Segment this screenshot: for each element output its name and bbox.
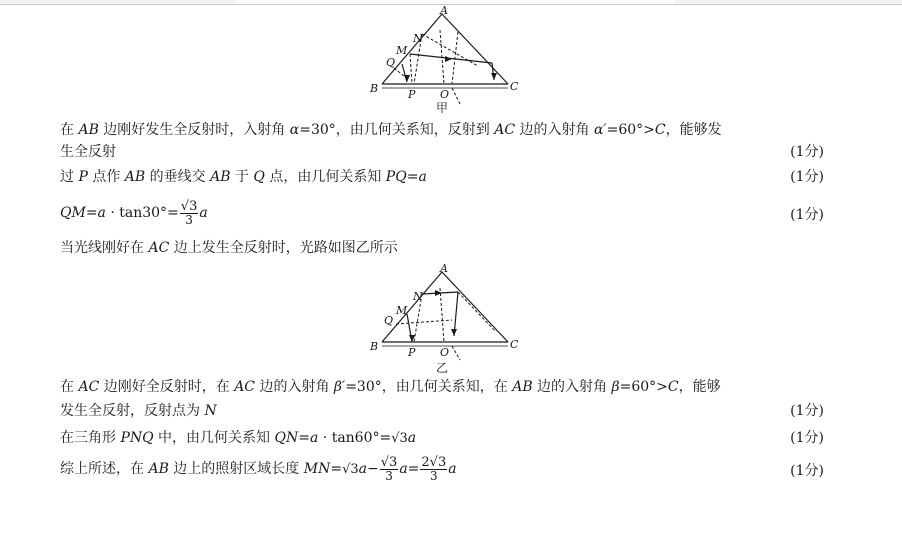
score-label: (1分) bbox=[790, 144, 824, 160]
fraction: $\frac{√3}{3}$ bbox=[380, 454, 398, 483]
dashed-line bbox=[440, 288, 444, 342]
label-n: N bbox=[413, 32, 423, 45]
label-m: M bbox=[396, 44, 408, 57]
fraction: $\frac{√3}{3}$ bbox=[180, 198, 198, 227]
dashed-line bbox=[458, 292, 496, 332]
label-a: A bbox=[440, 4, 448, 17]
score-label: (1分) bbox=[790, 403, 824, 419]
dashed-line bbox=[452, 346, 460, 360]
score-label: (1分) bbox=[790, 463, 824, 479]
figure-caption: 甲 bbox=[436, 101, 449, 115]
text-line: 在 AC 边刚好全反射时，在 AC 边的入射角 β′=30°，由几何关系知，在 AB 边的入射角 β=60°>C，能够 bbox=[60, 379, 721, 395]
arrow-head bbox=[445, 56, 452, 62]
text-line: 在三角形 PNQ 中，由几何关系知 QN=a · tan60°=√3a bbox=[60, 430, 417, 446]
text-line: 当光线刚好在 AC 边上发生全反射时，光路如图乙所示 bbox=[60, 240, 398, 256]
text-line: 综上所述，在 AB 边上的照射区域长度 MN=√3a− $\frac{√3}{3}$ a= $\frac{2√3}{3}$ a bbox=[60, 454, 457, 483]
score-label: (1分) bbox=[790, 430, 824, 446]
label-q: Q bbox=[386, 56, 396, 69]
arrow-head bbox=[451, 329, 457, 336]
label-p: P bbox=[408, 346, 416, 359]
label-p: P bbox=[408, 88, 416, 101]
dashed-line bbox=[410, 54, 412, 84]
text-line: 在 AB 边刚好发生全反射时，入射角 α=30°，由几何关系知，反射到 AC 边的入射角 α′=60°>C，能够发 bbox=[60, 122, 722, 138]
top-border-segment bbox=[0, 0, 236, 5]
dashed-line bbox=[452, 88, 460, 104]
ray-segment bbox=[410, 54, 492, 63]
label-q: Q bbox=[384, 314, 394, 327]
label-c: C bbox=[510, 338, 519, 351]
label-m: M bbox=[396, 304, 408, 317]
label-c: C bbox=[510, 80, 519, 93]
dashed-line bbox=[396, 320, 452, 324]
label-o: O bbox=[440, 346, 450, 359]
figure-yi bbox=[360, 262, 530, 376]
dashed-line bbox=[422, 34, 478, 66]
arrow-head bbox=[491, 73, 497, 80]
arrow-head bbox=[404, 75, 410, 82]
label-n: N bbox=[413, 290, 423, 303]
label-o: O bbox=[440, 88, 450, 101]
figure-jia bbox=[360, 4, 530, 116]
dashed-line bbox=[394, 68, 404, 76]
text-line: 过 P 点作 AB 的垂线交 AB 于 Q 点，由几何关系知 PQ=a bbox=[60, 169, 427, 185]
label-a: A bbox=[440, 262, 448, 275]
top-border-segment bbox=[674, 0, 902, 5]
text-line: 发生全反射，反射点为 N bbox=[60, 403, 217, 419]
fraction: $\frac{2√3}{3}$ bbox=[421, 454, 447, 483]
text-line: 生全反射 bbox=[60, 144, 116, 160]
score-label: (1分) bbox=[790, 169, 824, 185]
label-b: B bbox=[370, 82, 379, 95]
text-line: QM=a · tan30°= $\frac{√3}{3}$ a bbox=[60, 198, 208, 227]
figure-caption: 乙 bbox=[436, 361, 449, 375]
score-label: (1分) bbox=[790, 207, 824, 223]
label-b: B bbox=[370, 340, 379, 353]
dashed-line bbox=[452, 32, 458, 84]
